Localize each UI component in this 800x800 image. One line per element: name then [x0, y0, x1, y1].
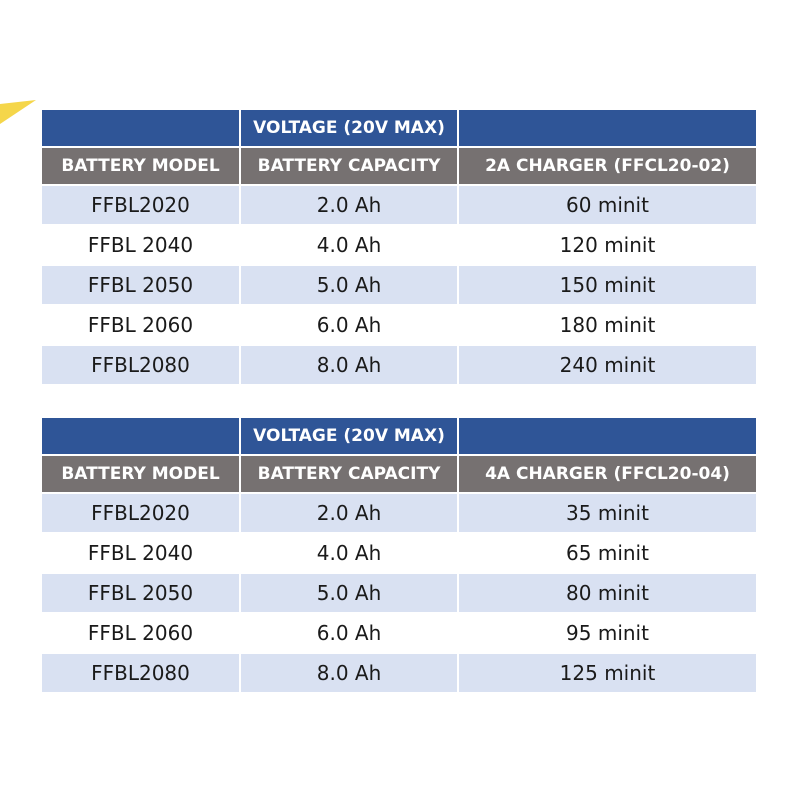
table-row	[42, 305, 756, 345]
cell-capacity: 2.0 Ah	[240, 493, 458, 533]
yellow-accent-shape	[0, 96, 40, 126]
cell-charge-time: 125 minit	[458, 653, 756, 693]
cell-charge-time: 65 minit	[458, 533, 756, 573]
table-row	[42, 345, 756, 385]
cell-model: FFBL 2040	[42, 225, 240, 265]
charging-table-4a	[42, 418, 756, 694]
cell-capacity: 4.0 Ah	[240, 533, 458, 573]
column-header-capacity: BATTERY CAPACITY	[240, 455, 458, 493]
charging-table-2a	[42, 110, 756, 386]
cell-model: FFBL2020	[42, 185, 240, 225]
cell-charge-time: 240 minit	[458, 345, 756, 385]
cell-capacity: 5.0 Ah	[240, 265, 458, 305]
cell-capacity: 6.0 Ah	[240, 613, 458, 653]
cell-model: FFBL 2060	[42, 613, 240, 653]
cell-capacity: 2.0 Ah	[240, 185, 458, 225]
table-row	[42, 493, 756, 533]
column-header-model: BATTERY MODEL	[42, 455, 240, 493]
voltage-header-row	[42, 110, 756, 147]
cell-model: FFBL2080	[42, 653, 240, 693]
cell-charge-time: 60 minit	[458, 185, 756, 225]
cell-charge-time: 35 minit	[458, 493, 756, 533]
voltage-header-label: VOLTAGE (20V MAX)	[240, 418, 458, 455]
table-row	[42, 265, 756, 305]
column-header-model: BATTERY MODEL	[42, 147, 240, 185]
table-row	[42, 225, 756, 265]
cell-charge-time: 120 minit	[458, 225, 756, 265]
cell-charge-time: 80 minit	[458, 573, 756, 613]
column-header-row	[42, 455, 756, 493]
table-row	[42, 613, 756, 653]
column-header-row	[42, 147, 756, 185]
voltage-header-label: VOLTAGE (20V MAX)	[240, 110, 458, 147]
cell-model: FFBL 2050	[42, 573, 240, 613]
table-row	[42, 653, 756, 693]
table-row	[42, 185, 756, 225]
cell-model: FFBL 2040	[42, 533, 240, 573]
cell-charge-time: 150 minit	[458, 265, 756, 305]
column-header-charger: 2A CHARGER (FFCL20-02)	[458, 147, 756, 185]
cell-model: FFBL 2060	[42, 305, 240, 345]
table-row	[42, 573, 756, 613]
cell-capacity: 6.0 Ah	[240, 305, 458, 345]
cell-charge-time: 180 minit	[458, 305, 756, 345]
cell-model: FFBL2080	[42, 345, 240, 385]
cell-capacity: 8.0 Ah	[240, 653, 458, 693]
voltage-header-row	[42, 418, 756, 455]
voltage-header-blank	[458, 418, 756, 455]
cell-capacity: 8.0 Ah	[240, 345, 458, 385]
table-row	[42, 533, 756, 573]
voltage-header-blank	[458, 110, 756, 147]
cell-capacity: 4.0 Ah	[240, 225, 458, 265]
cell-capacity: 5.0 Ah	[240, 573, 458, 613]
voltage-header-blank	[42, 110, 240, 147]
cell-model: FFBL2020	[42, 493, 240, 533]
cell-model: FFBL 2050	[42, 265, 240, 305]
column-header-charger: 4A CHARGER (FFCL20-04)	[458, 455, 756, 493]
cell-charge-time: 95 minit	[458, 613, 756, 653]
column-header-capacity: BATTERY CAPACITY	[240, 147, 458, 185]
voltage-header-blank	[42, 418, 240, 455]
